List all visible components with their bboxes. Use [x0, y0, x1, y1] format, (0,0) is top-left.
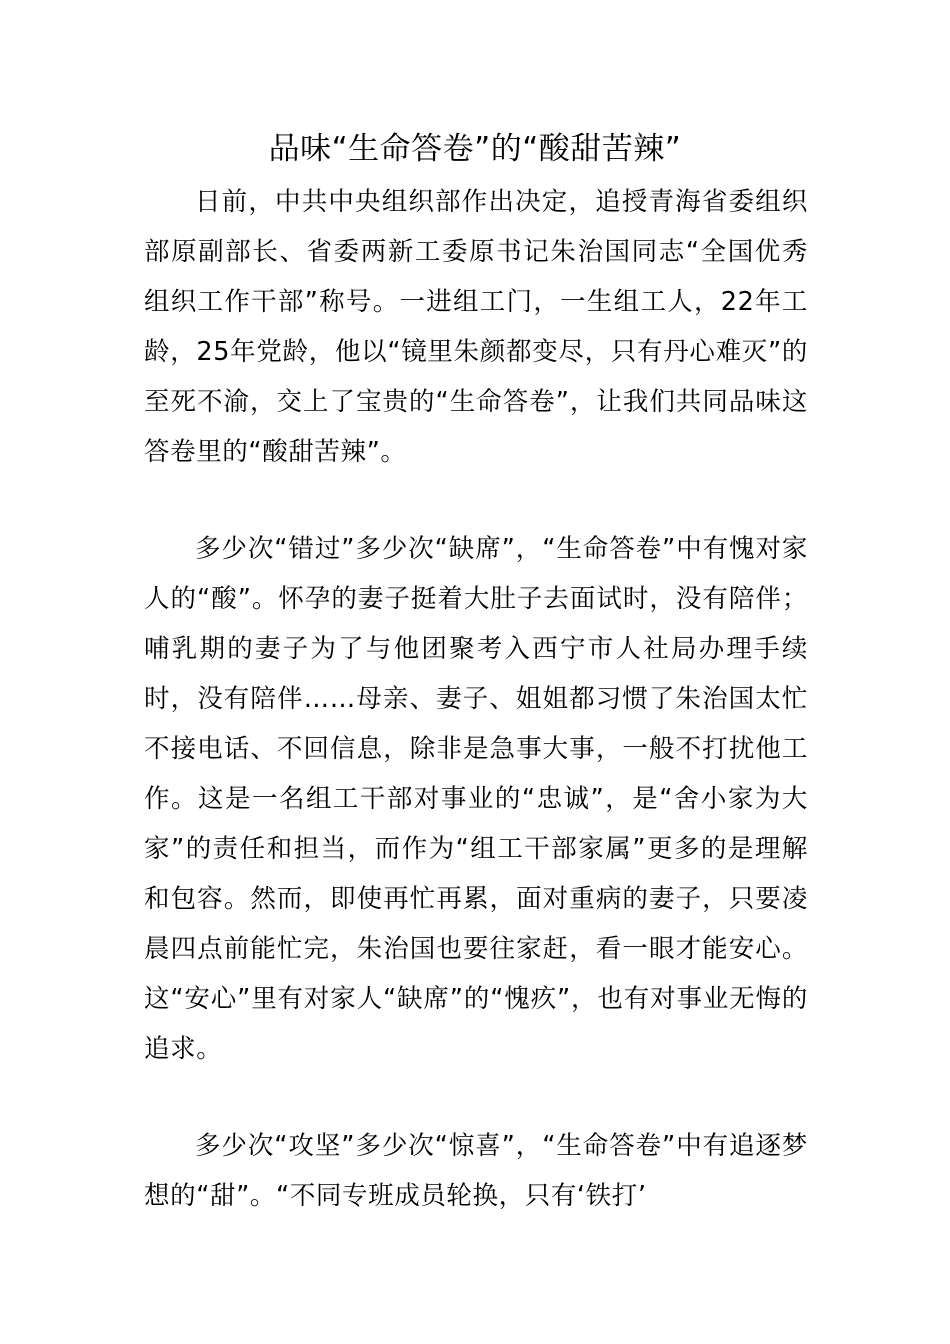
paragraph-2: 多少次“错过”多少次“缺席”，“生命答卷”中有愧对家人的“酸”。怀孕的妻子挺着大肚子去面试时，没有陪伴；哺乳期的妻子为了与他团聚考入西宁市人社局办理手续时，没有陪伴……母亲、妻子、姐姐都习惯了朱治国太忙不接电话、不回信息，除非是急事大事，一般不打扰他工作。这是一名组工干部对事业的“忠诚”，是“舍小家为大家”的责任和担当，而作为“组工干部家属”更多的是理解和包容。然而，即使再忙再累，面对重病的妻子，只要凌晨四点前能忙完，朱治国也要往家赶，看一眼才能安心。这“安心”里有对家人“缺席”的“愧疚”，也有对事业无悔的追求。	[144, 534, 808, 1064]
paragraph-1: 日前，中共中央组织部作出决定，追授青海省委组织部原副部长、省委两新工委原书记朱治国同志“全国优秀组织工作干部”称号。一进组工门，一生组工人，22年工龄，25年党龄，他以“镜里朱颜都变尽，只有丹心难灭”的至死不渝，交上了宝贵的“生命答卷”，让我们共同品味这答卷里的“酸甜苦辣”。	[144, 187, 808, 467]
document-title: 品味“生命答卷”的“酸甜苦辣”	[268, 131, 682, 167]
paragraph-3: 多少次“攻坚”多少次“惊喜”，“生命答卷”中有追逐梦想的“甜”。“不同专班成员轮换，只有‘铁打’	[144, 1131, 808, 1211]
